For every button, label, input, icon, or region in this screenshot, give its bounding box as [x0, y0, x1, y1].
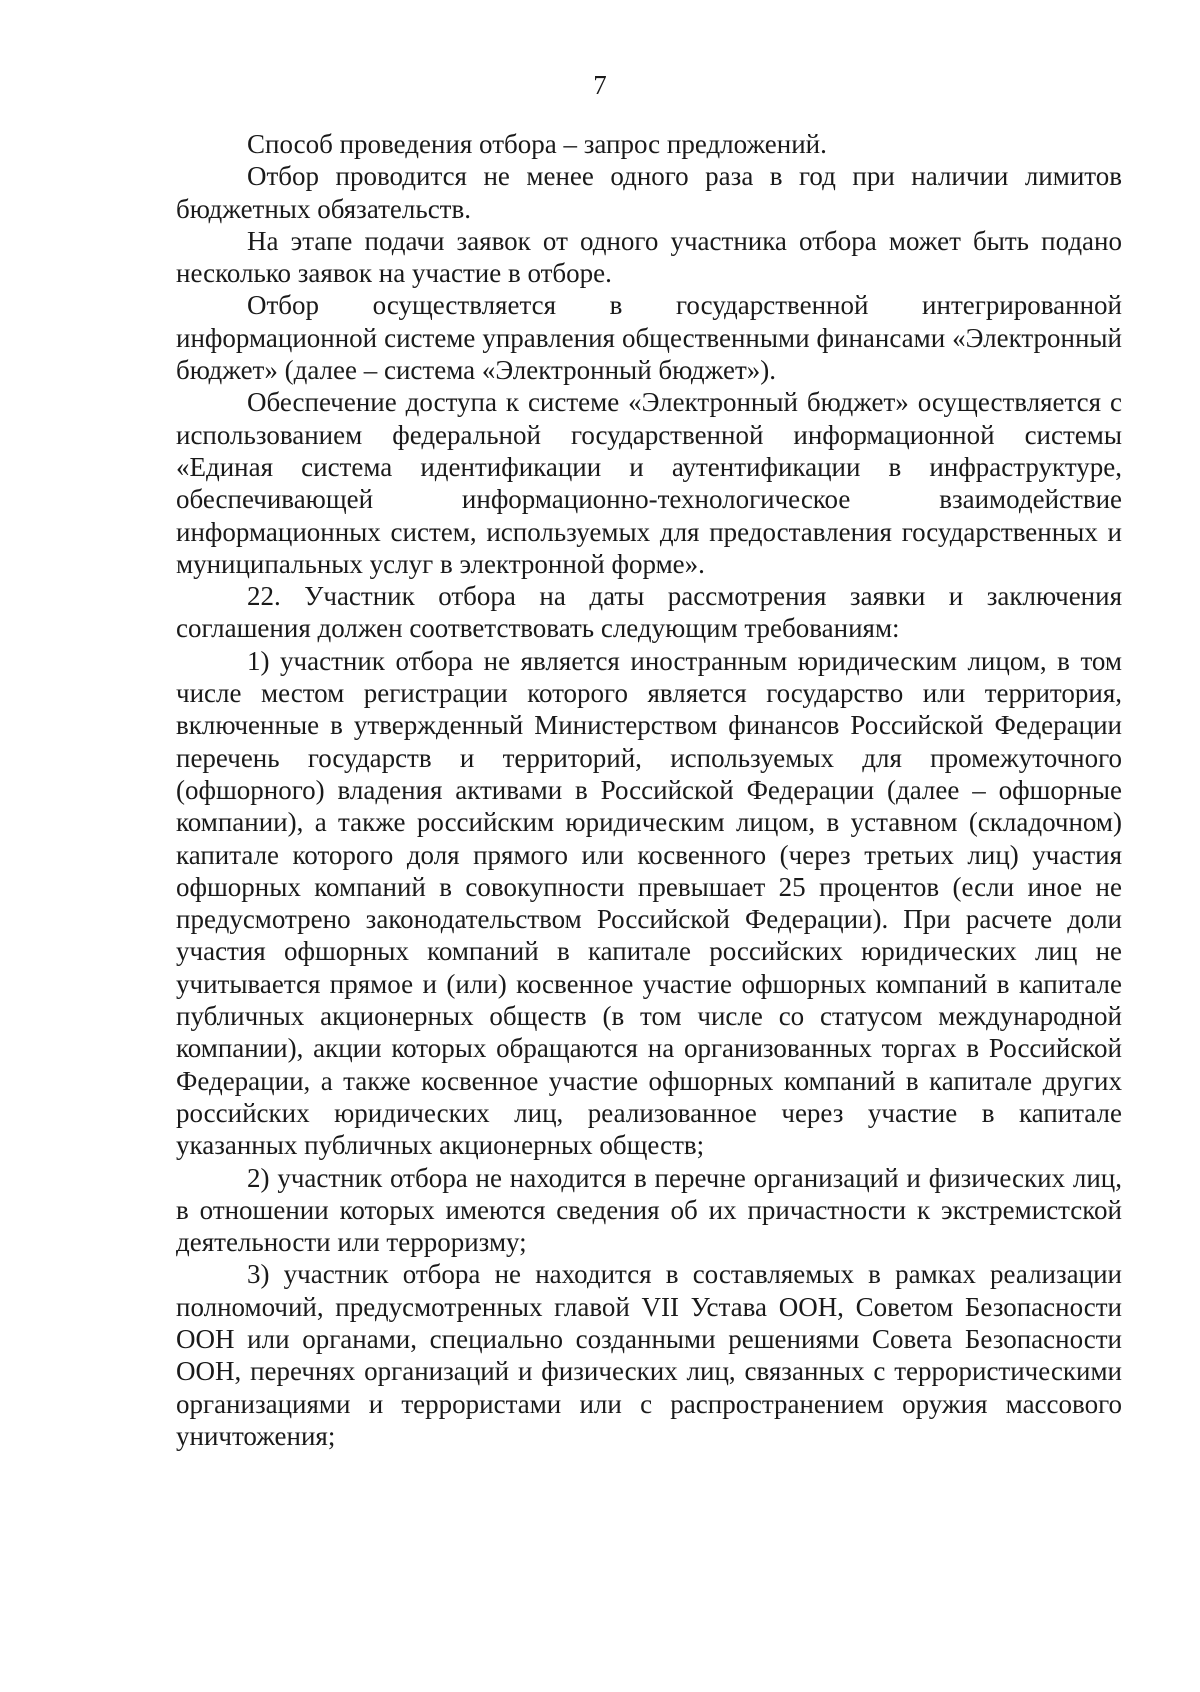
paragraph-requirement-3: 3) участник отбора не находится в составляемых в рамках реализации полномочий, предусмотренных главой VII Устава ООН, Советом Безопасности ООН или органами, специально созданными решениями Совета Безопасности ООН, перечнях организаций и физических лиц, связанных с террористическими организациями и террористами или с распространением оружия массового уничтожения; — [176, 1259, 1122, 1451]
paragraph-selection-frequency: Отбор проводится не менее одного раза в год при наличии лимитов бюджетных обязательств. — [176, 161, 1122, 224]
paragraph-selection-method: Способ проведения отбора – запрос предложений. — [247, 129, 827, 159]
document-body — [176, 128, 1122, 1452]
paragraph-requirement-1: 1) участник отбора не является иностранным юридическим лицом, в том числе местом регистрации которого является государство или территория, включенные в утвержденный Министерством финансов Российской Федерации перечень государств и территорий, используемых для промежуточного (офшорного) владения активами в Российской Федерации (далее – офшорные компании), а также российским юридическим лицом, в уставном (складочном) капитале которого доля прямого или косвенного (через третьих лиц) участия офшорных компаний в совокупности превышает 25 процентов (если иное не предусмотрено законодательством Российской Федерации). При расчете доли участия офшорных компаний в капитале российских юридических лиц не учитывается прямое и (или) косвенное участие офшорных компаний в капитале публичных акционерных обществ (в том числе со статусом международной компании), акции которых обращаются на организованных торгах в Российской Федерации, а также косвенное участие офшорных компаний в капитале других российских юридических лиц, реализованное через участие в капитале указанных публичных акционерных обществ; — [176, 645, 1122, 1161]
paragraph-requirement-2: 2) участник отбора не находится в перечне организаций и физических лиц, в отношении которых имеются сведения об их причастности к экстремистской деятельности или терроризму; — [176, 1162, 1122, 1258]
paragraph-system-access: Обеспечение доступа к системе «Электронный бюджет» осуществляется с использованием федеральной государственной информационной системы «Единая система идентификации и аутентификации в инфраструктуре, обеспечивающей информационно-технологическое взаимодействие информационных систем, используемых для предоставления государственных и муниципальных услуг в электронной форме». — [176, 387, 1122, 579]
paragraph-electronic-budget-system: Отбор осуществляется в государственной интегрированной информационной системе управления общественными финансами «Электронный бюджет» (далее – система «Электронный бюджет»). — [176, 290, 1122, 386]
page-number: 7 — [593, 70, 607, 100]
paragraph-application-count: На этапе подачи заявок от одного участника отбора может быть подано несколько заявок на участие в отборе. — [176, 225, 1122, 289]
paragraph-item-22: 22. Участник отбора на даты рассмотрения заявки и заключения соглашения должен соответствовать следующим требованиям: — [176, 581, 1122, 644]
